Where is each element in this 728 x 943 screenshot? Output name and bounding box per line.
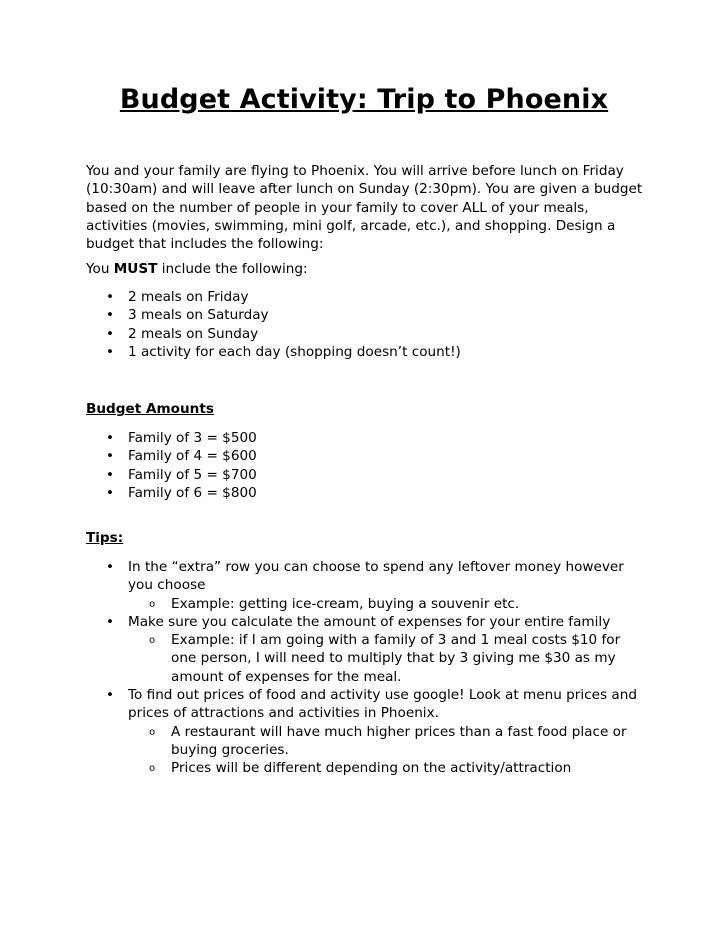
budget-list: [86, 429, 646, 502]
must-prefix: You: [86, 261, 114, 277]
budget-heading: Budget Amounts: [86, 401, 214, 417]
list-item: • Family of 4 = $600: [86, 447, 646, 465]
intro-paragraph: You and your family are flying to Phoenix. You will arrive before lunch on Friday (10:30am) and will leave after lunch on Sunday (2:30pm). You are given a budget based on the number of people in your family to cover ALL of your meals, activities (movies, swimming, mini golf, arcade, etc.), and shopping. Design a budget that includes the following:: [86, 163, 643, 253]
tip-text: Make sure you calculate the amount of expenses for your entire family: [128, 613, 611, 630]
list-item: • 2 meals on Sunday: [86, 325, 646, 343]
tip-sublist: [128, 723, 646, 778]
tip-text: To find out prices of food and activity use google! Look at menu prices and prices of attractions and activities in Phoenix.: [128, 687, 637, 722]
list-item: • 3 meals on Saturday: [86, 306, 646, 324]
list-item: • Family of 5 = $700: [86, 466, 646, 484]
tips-heading: Tips:: [86, 530, 124, 546]
tip-item: [86, 686, 646, 777]
tip-text: In the “extra” row you can choose to spend any leftover money however you choose: [128, 559, 624, 594]
sub-item: o A restaurant will have much higher prices than a fast food place or buying groceries.: [128, 723, 646, 760]
tip-item: [86, 558, 646, 613]
tip-sublist: [128, 631, 646, 686]
tip-item: [86, 613, 646, 686]
tips-list: [86, 558, 646, 778]
sub-item: o Prices will be different depending on the activity/attraction: [128, 759, 646, 777]
must-emphasis: MUST: [113, 261, 158, 277]
sub-item: o Example: if I am going with a family of 3 and 1 meal costs $10 for one person, I will need to multiply that by 3 giving me $30 as my amount of expenses for the meal.: [128, 631, 646, 686]
list-item: • Family of 6 = $800: [86, 484, 646, 502]
must-list: [86, 288, 646, 361]
list-item: • 2 meals on Friday: [86, 288, 646, 306]
must-suffix: include the following:: [157, 261, 308, 277]
list-item: • Family of 3 = $500: [86, 429, 646, 447]
page-title: Budget Activity: Trip to Phoenix: [119, 84, 609, 115]
tip-sublist: [128, 595, 646, 613]
list-item: • 1 activity for each day (shopping doesn’t count!): [86, 343, 646, 361]
sub-item: o Example: getting ice-cream, buying a souvenir etc.: [128, 595, 646, 613]
must-include-line: [86, 260, 308, 278]
